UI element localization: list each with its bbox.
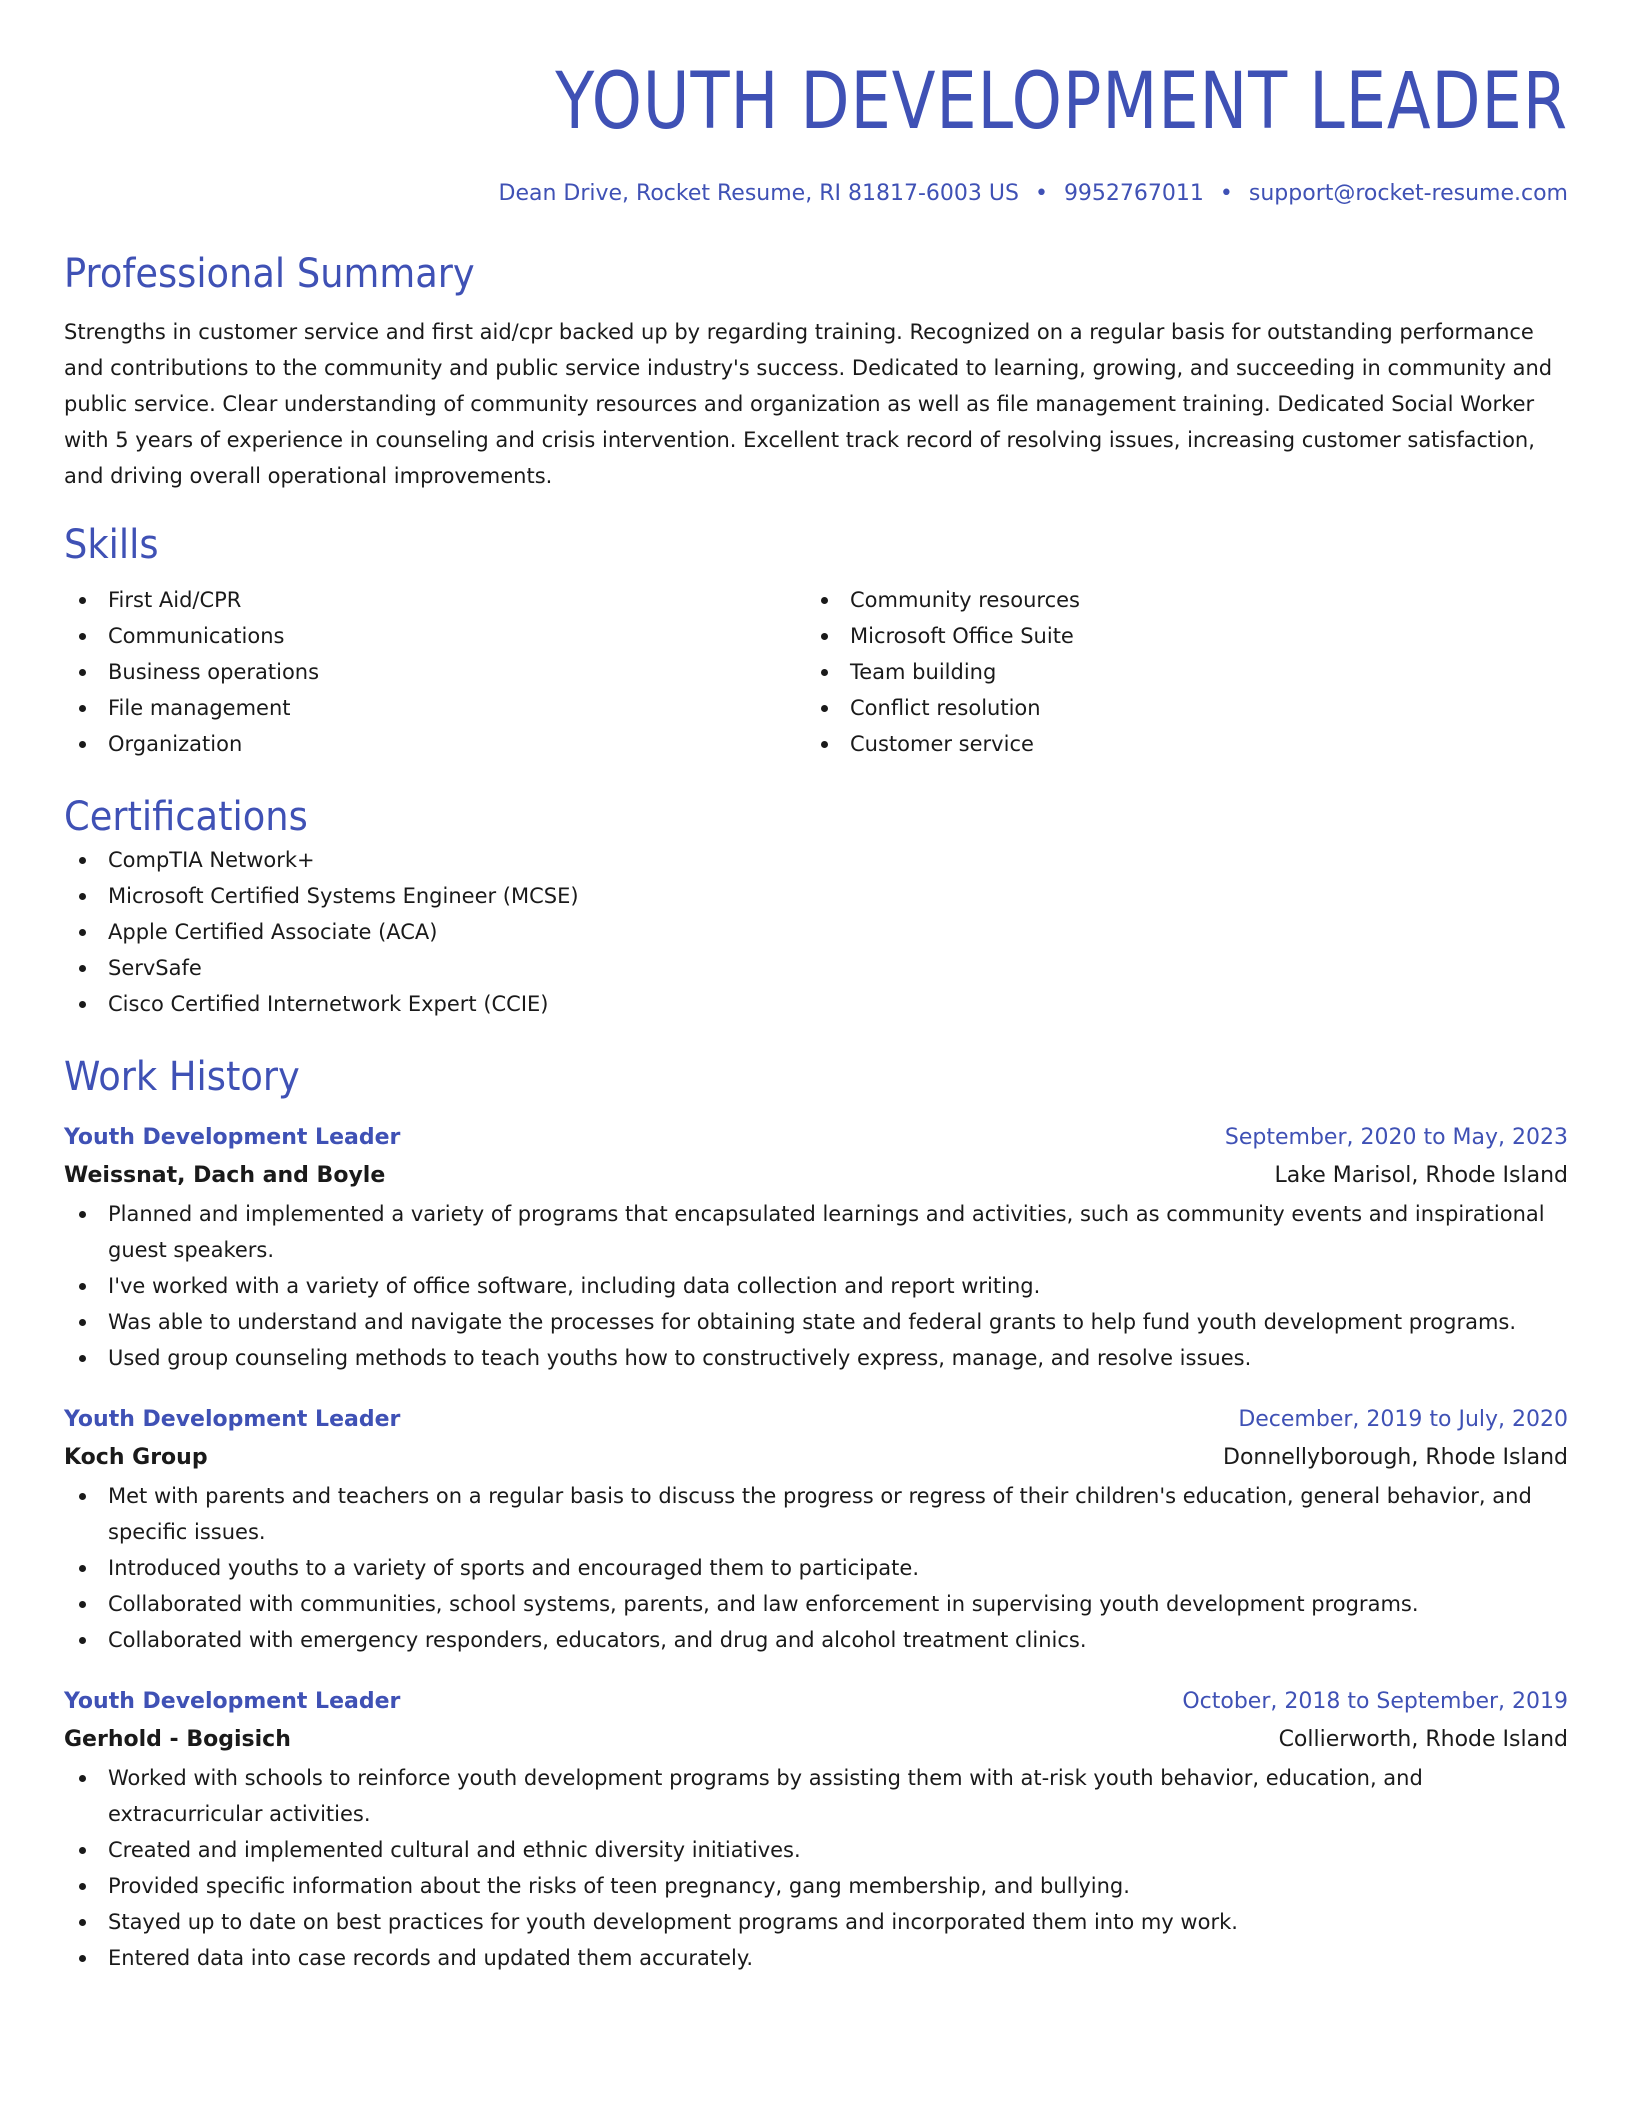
- job-dates: December, 2019 to July, 2020: [1238, 1407, 1568, 1432]
- job-company: Weissnat, Dach and Boyle: [64, 1163, 386, 1188]
- job-duty: Used group counseling methods to teach youths how to constructively express, manage, and resolve issues.: [64, 1340, 1568, 1376]
- certification-item: CompTIA Network+: [64, 842, 1568, 878]
- certification-item: ServSafe: [64, 950, 1568, 986]
- skill-item: Organization: [64, 726, 806, 762]
- skill-item: Team building: [806, 654, 1548, 690]
- job-duty: I've worked with a variety of office software, including data collection and report writing.: [64, 1268, 1568, 1304]
- job-title-row: [64, 1684, 1568, 1720]
- skills-list-left: [64, 582, 806, 762]
- summary-text: Strengths in customer service and first aid/cpr backed up by regarding training. Recognized on a regular basis for outstanding performance and contributions to the community and public service industry's success. Dedicated to learning, growing, and succeeding in community and public service. Clear understanding of community resources and organization as well as file management training. Dedicated Social Worker with 5 years of experience in counseling and crisis intervention. Excellent track record of resolving issues, increasing customer satisfaction, and driving overall operational improvements.: [64, 320, 1553, 488]
- job-title: Youth Development Leader: [64, 1407, 401, 1432]
- job-duty: Was able to understand and navigate the processes for obtaining state and federal grants to help fund youth development programs.: [64, 1304, 1568, 1340]
- job-dates: September, 2020 to May, 2023: [1224, 1125, 1568, 1150]
- skill-item: Business operations: [64, 654, 806, 690]
- contact-line: [64, 178, 1568, 210]
- skills-heading: Skills: [64, 522, 159, 568]
- job-entry: [64, 1120, 1568, 1376]
- contact-phone: 9952767011: [1063, 181, 1204, 206]
- job-duty: Collaborated with communities, school systems, parents, and law enforcement in supervising youth development programs.: [64, 1586, 1568, 1622]
- skill-item: Communications: [64, 618, 806, 654]
- skill-item: Customer service: [806, 726, 1548, 762]
- resume-name: YOUTH DEVELOPMENT LEADER: [555, 57, 1568, 147]
- skill-item: Conflict resolution: [806, 690, 1548, 726]
- job-title-row: [64, 1402, 1568, 1438]
- skill-item: File management: [64, 690, 806, 726]
- job-location: Lake Marisol, Rhode Island: [1274, 1163, 1568, 1188]
- job-duty: Stayed up to date on best practices for youth development programs and incorporated them into my work.: [64, 1904, 1568, 1940]
- summary-heading: Professional Summary: [64, 251, 475, 297]
- job-duty: Introduced youths to a variety of sports and encouraged them to participate.: [64, 1550, 1568, 1586]
- skills-column-left: [64, 582, 806, 762]
- contact-email[interactable]: support@rocket-resume.com: [1248, 181, 1568, 206]
- resume-header: [64, 0, 1568, 210]
- job-duties-list: [64, 1196, 1568, 1376]
- job-duty: Provided specific information about the risks of teen pregnancy, gang membership, and bullying.: [64, 1868, 1568, 1904]
- job-duty: Created and implemented cultural and ethnic diversity initiatives.: [64, 1832, 1568, 1868]
- job-title: Youth Development Leader: [64, 1689, 401, 1714]
- job-duty: Collaborated with emergency responders, educators, and drug and alcohol treatment clinics.: [64, 1622, 1568, 1658]
- job-title: Youth Development Leader: [64, 1125, 401, 1150]
- contact-separator: •: [1034, 181, 1048, 206]
- job-duties-list: [64, 1760, 1568, 1976]
- job-title-row: [64, 1120, 1568, 1156]
- job-company-row: [64, 1156, 1568, 1196]
- job-duty: Worked with schools to reinforce youth development programs by assisting them with at-risk youth behavior, education, and extracurricular activities.: [64, 1760, 1568, 1832]
- job-location: Collierworth, Rhode Island: [1278, 1727, 1568, 1752]
- skills-list-right: [806, 582, 1548, 762]
- job-duty: Entered data into case records and updated them accurately.: [64, 1940, 1568, 1976]
- contact-separator: •: [1219, 181, 1233, 206]
- skills-grid: [64, 582, 1568, 762]
- work-history-heading: Work History: [64, 1054, 300, 1100]
- certification-item: Microsoft Certified Systems Engineer (MCSE): [64, 878, 1568, 914]
- job-duty: Met with parents and teachers on a regular basis to discuss the progress or regress of their children's education, general behavior, and specific issues.: [64, 1478, 1568, 1550]
- job-company-row: [64, 1720, 1568, 1760]
- certification-item: Cisco Certified Internetwork Expert (CCIE): [64, 986, 1568, 1022]
- certification-item: Apple Certified Associate (ACA): [64, 914, 1568, 950]
- skills-column-right: [806, 582, 1548, 762]
- skill-item: Community resources: [806, 582, 1548, 618]
- job-duties-list: [64, 1478, 1568, 1658]
- job-entry: [64, 1402, 1568, 1658]
- skill-item: Microsoft Office Suite: [806, 618, 1548, 654]
- job-entry: [64, 1684, 1568, 1976]
- certifications-heading: Certifications: [64, 794, 308, 840]
- job-company: Koch Group: [64, 1445, 208, 1470]
- skill-item: First Aid/CPR: [64, 582, 806, 618]
- resume-page: [64, 0, 1568, 1976]
- job-location: Donnellyborough, Rhode Island: [1223, 1445, 1568, 1470]
- job-duty: Planned and implemented a variety of programs that encapsulated learnings and activities, such as community events and inspirational guest speakers.: [64, 1196, 1568, 1268]
- job-company-row: [64, 1438, 1568, 1478]
- certifications-list: [64, 842, 1568, 1022]
- job-company: Gerhold - Bogisich: [64, 1727, 291, 1752]
- contact-address: Dean Drive, Rocket Resume, RI 81817-6003 US: [498, 181, 1019, 206]
- job-dates: October, 2018 to September, 2019: [1182, 1689, 1568, 1714]
